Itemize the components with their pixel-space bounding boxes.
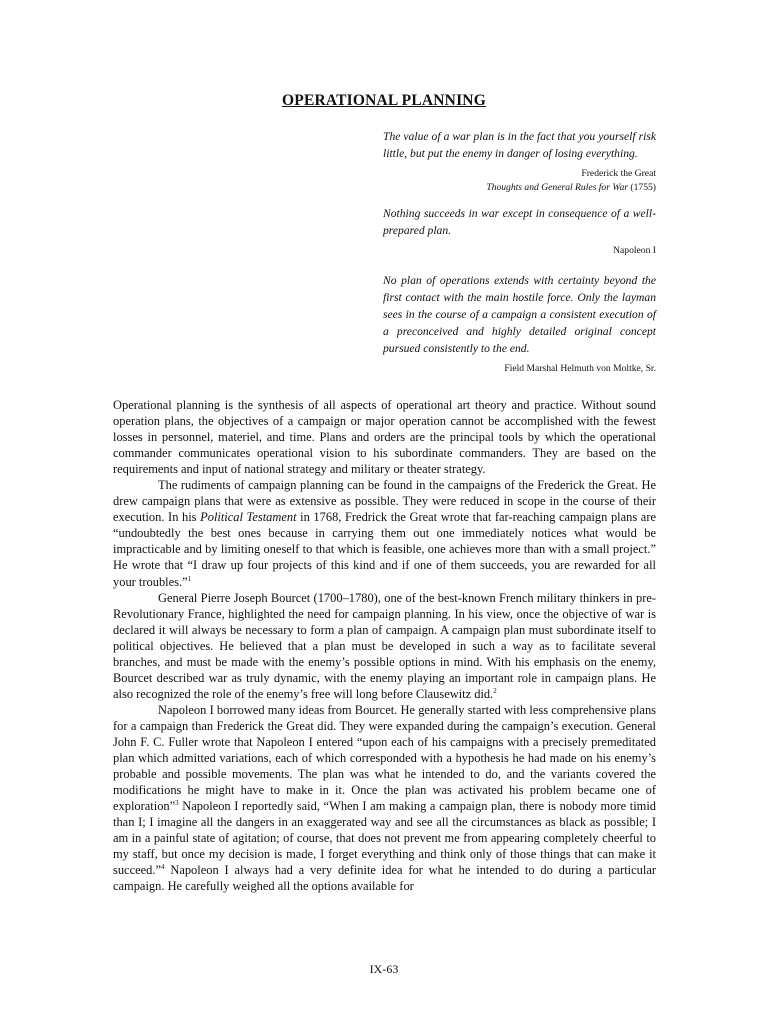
epigraph-source: Thoughts and General Rules for War: [486, 182, 629, 193]
epigraph-quote: No plan of operations extends with certainty beyond the first contact with the main hostile force. Only the layman sees in the course of a campaign a consistent execution of a preconceived and highly detailed original concept pursued consistently to the end.: [383, 274, 656, 355]
epigraphs: [383, 128, 656, 376]
footnote-ref: 4: [161, 863, 165, 872]
page-title: OPERATIONAL PLANNING: [282, 92, 486, 109]
paragraph-3: [113, 590, 656, 702]
epigraph-author: Frederick the Great: [581, 168, 656, 179]
body-text: [113, 397, 656, 894]
paragraph-text: The rudiments of campaign planning can be found in the campaigns of the Frederick the Great. He drew campaign plans that were as extensive as possible. They were reduced in scope in the course of their execution. In his: [113, 478, 656, 525]
paragraph-text: in 1768, Fredrick the Great wrote that far-reaching campaign plans are “undoubtedly the best ones because in carrying them out one immediately notices what would be impracticable and by limiting oneself to that which is feasible, one achieves more than with a small project.” He wrote that “I draw up four projects of this kind and if one of them succeeds, you are rewarded for all your troubles.”: [113, 510, 656, 589]
work-title: Political Testament: [200, 510, 297, 525]
epigraph-frederick: [383, 128, 656, 195]
paragraph-1: Operational planning is the synthesis of all aspects of operational art theory and practice. Without sound operation plans, the objectives of a campaign or major operation cannot be accomplished with the fewest losses in personnel, materiel, and time. Plans and orders are the principal tools by which the operational commander communicates operational vision to his subordinate commanders. They are based on the requirements and input of national strategy and military or theater strategy.: [113, 398, 656, 477]
paragraph-4: [113, 702, 656, 895]
paragraph-text: Napoleon I borrowed many ideas from Bourcet. He generally started with less comprehensive plans for a campaign than Frederick the Great did. They were expanded during the campaign’s execution. General John F. C. Fuller wrote that Napoleon I entered “upon each of his campaigns with a precisely premeditated plan which admitted variations, each of which corresponded with a hypothesis he had made on his enemy’s probable and possible movements. The plan was what he intended to do, and the variants covered the modifications he might have to make in it. Once the plan was activated his problem became one of exploration”: [113, 702, 656, 814]
footnote-ref: 3: [175, 799, 179, 808]
page-number: IX-63: [369, 962, 399, 976]
epigraph-author: Field Marshal Helmuth von Moltke, Sr.: [504, 363, 656, 374]
epigraph-year: (1755): [630, 182, 656, 193]
epigraph-attribution: [383, 167, 656, 195]
paragraph-2: [113, 477, 656, 589]
epigraph-author: Napoleon I: [613, 245, 656, 256]
paragraph-text: Napoleon I always had a very definite idea for what he intended to do during a particular campaign. He carefully weighed all the options available for: [113, 863, 656, 894]
epigraph-napoleon: [383, 205, 656, 258]
paragraph-text: General Pierre Joseph Bourcet (1700–1780), one of the best-known French military thinkers in pre-Revolutionary France, highlighted the need for campaign planning. In his view, once the objective of war is declared it will always be necessary to form a plan of campaign. A campaign plan must subordinate itself to political objectives. He believed that a plan must be developed in such a way as to facilitate several branches, and must be made with the enemy’s possible options in mind. With his emphasis on the enemy, Bourcet described war as truly dynamic, with the enemy playing an important role in campaign plans. He also recognized the role of the enemy’s free will long before Clausewitz did.: [113, 590, 656, 701]
footnote-ref: 1: [187, 574, 192, 583]
epigraph-quote: The value of a war plan is in the fact that you yourself risk little, but put the enemy in danger of losing everything.: [383, 130, 656, 160]
epigraph-quote: Nothing succeeds in war except in consequence of a well-prepared plan.: [383, 207, 656, 237]
paragraph-text: Napoleon I reportedly said, “When I am making a campaign plan, there is nobody more timid than I; I imagine all the dangers in an exaggerated way and see all the circumstances as black as possible; I am in a painful state of agitation; of course, that does not prevent me from appearing completely cheerful to my staff, but once my decision is made, I forget everything and think only of those things that can make it succeed.”: [113, 799, 656, 878]
footnote-ref: 2: [493, 686, 497, 695]
epigraph-moltke: [383, 272, 656, 376]
